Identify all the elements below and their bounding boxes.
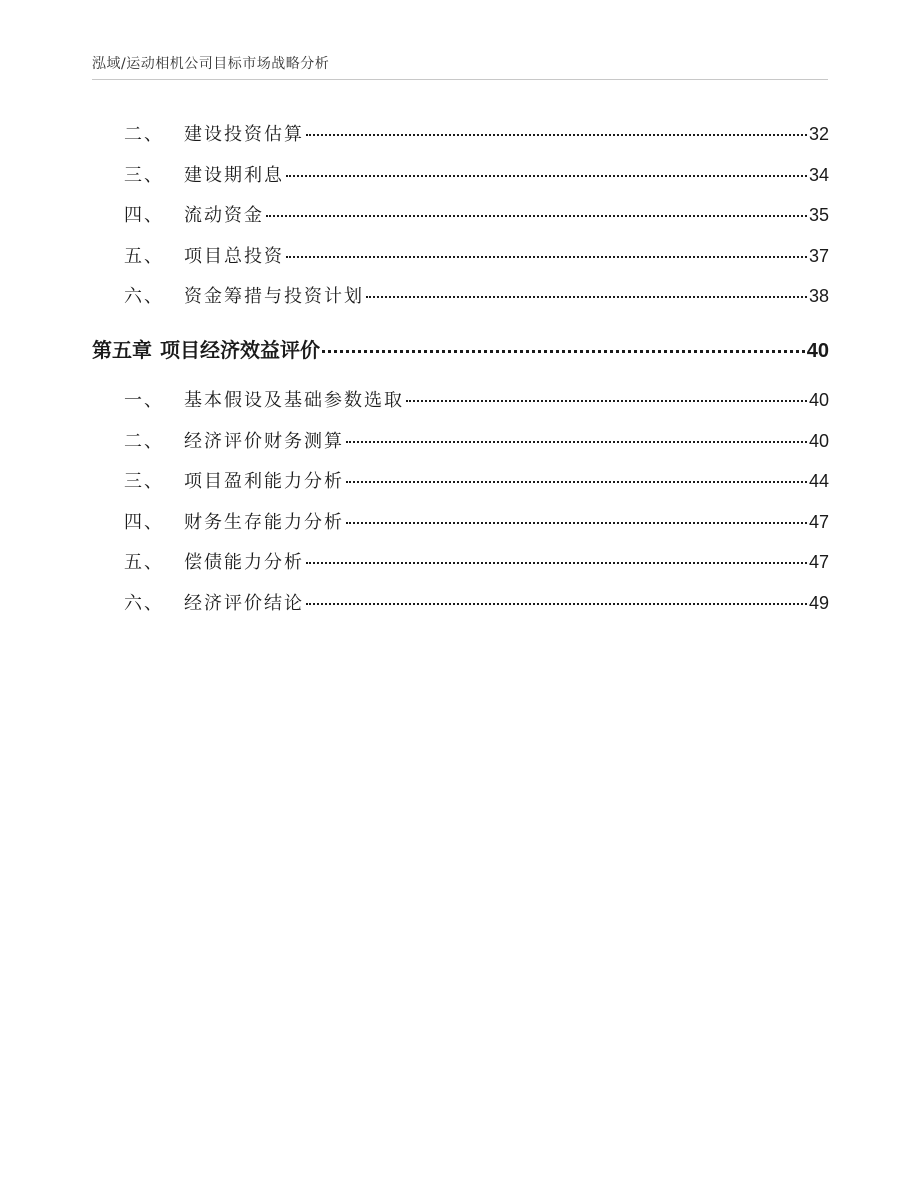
toc-entry-title: 流动资金: [184, 205, 264, 226]
toc-dot-leader: [322, 350, 805, 353]
toc-entry-number: 二、: [124, 431, 164, 452]
toc-entry-title: 经济评价结论: [184, 593, 304, 614]
toc-entry[interactable]: [92, 201, 829, 229]
toc-entry-title: 项目总投资: [184, 246, 284, 267]
toc-chapter-number: 第五章: [92, 338, 152, 362]
toc-entry-number: 五、: [124, 246, 164, 267]
toc-entry-page: 32: [808, 124, 829, 144]
toc-entry[interactable]: [92, 386, 829, 414]
toc-dot-leader: [406, 400, 807, 402]
toc-entry-page: 34: [808, 165, 829, 185]
toc-entry-page: 35: [808, 205, 829, 225]
toc-entry-title: 建设投资估算: [184, 124, 304, 145]
toc-dot-leader: [286, 175, 807, 177]
toc-entry-page: 49: [808, 593, 829, 613]
toc-entry-page: 40: [808, 431, 829, 451]
toc-entry-number: 一、: [124, 390, 164, 411]
page-header: 泓域/运动相机公司目标市场战略分析: [92, 56, 330, 72]
header-divider: [92, 79, 828, 80]
toc-dot-leader: [306, 562, 807, 564]
toc-entry-number: 五、: [124, 552, 164, 573]
toc-entry-page: 37: [808, 246, 829, 266]
toc-entry-number: 六、: [124, 286, 164, 307]
toc-entry[interactable]: [92, 467, 829, 495]
toc-chapter-title: 项目经济效益评价: [160, 338, 320, 362]
toc-entry[interactable]: [92, 508, 829, 536]
toc-entry[interactable]: [92, 242, 829, 270]
toc-dot-leader: [346, 481, 807, 483]
toc-entry-title: 经济评价财务测算: [184, 431, 344, 452]
toc-dot-leader: [306, 134, 807, 136]
toc-dot-leader: [286, 256, 807, 258]
toc-entry[interactable]: [92, 589, 829, 617]
toc-entry-page: 40: [808, 390, 829, 410]
toc-entry-title: 建设期利息: [184, 165, 284, 186]
toc-entry-title: 项目盈利能力分析: [184, 471, 344, 492]
toc-dot-leader: [266, 215, 807, 217]
toc-entry-number: 四、: [124, 205, 164, 226]
toc-entry-title: 财务生存能力分析: [184, 512, 344, 533]
toc-entry[interactable]: [92, 120, 829, 148]
toc-entry-page: 47: [808, 512, 829, 532]
toc-dot-leader: [306, 603, 807, 605]
toc-entry-number: 二、: [124, 124, 164, 145]
toc-entry[interactable]: [92, 427, 829, 455]
toc-entry-title: 基本假设及基础参数选取: [184, 390, 404, 411]
toc-entry[interactable]: [92, 282, 829, 310]
toc-entry-page: 47: [808, 552, 829, 572]
toc-entry-number: 四、: [124, 512, 164, 533]
toc-entry[interactable]: [92, 161, 829, 189]
toc-entry[interactable]: [92, 548, 829, 576]
toc-entry-number: 三、: [124, 471, 164, 492]
toc-dot-leader: [346, 522, 807, 524]
toc-entry-title: 偿债能力分析: [184, 552, 304, 573]
toc-dot-leader: [366, 296, 807, 298]
toc-chapter-page: 40: [806, 340, 829, 362]
toc-entry-number: 三、: [124, 165, 164, 186]
toc-entry-title: 资金筹措与投资计划: [184, 286, 364, 307]
toc-entry-number: 六、: [124, 593, 164, 614]
toc-chapter-entry[interactable]: [92, 334, 829, 362]
toc-entry-page: 38: [808, 286, 829, 306]
toc-dot-leader: [346, 441, 807, 443]
toc-entry-page: 44: [808, 471, 829, 491]
